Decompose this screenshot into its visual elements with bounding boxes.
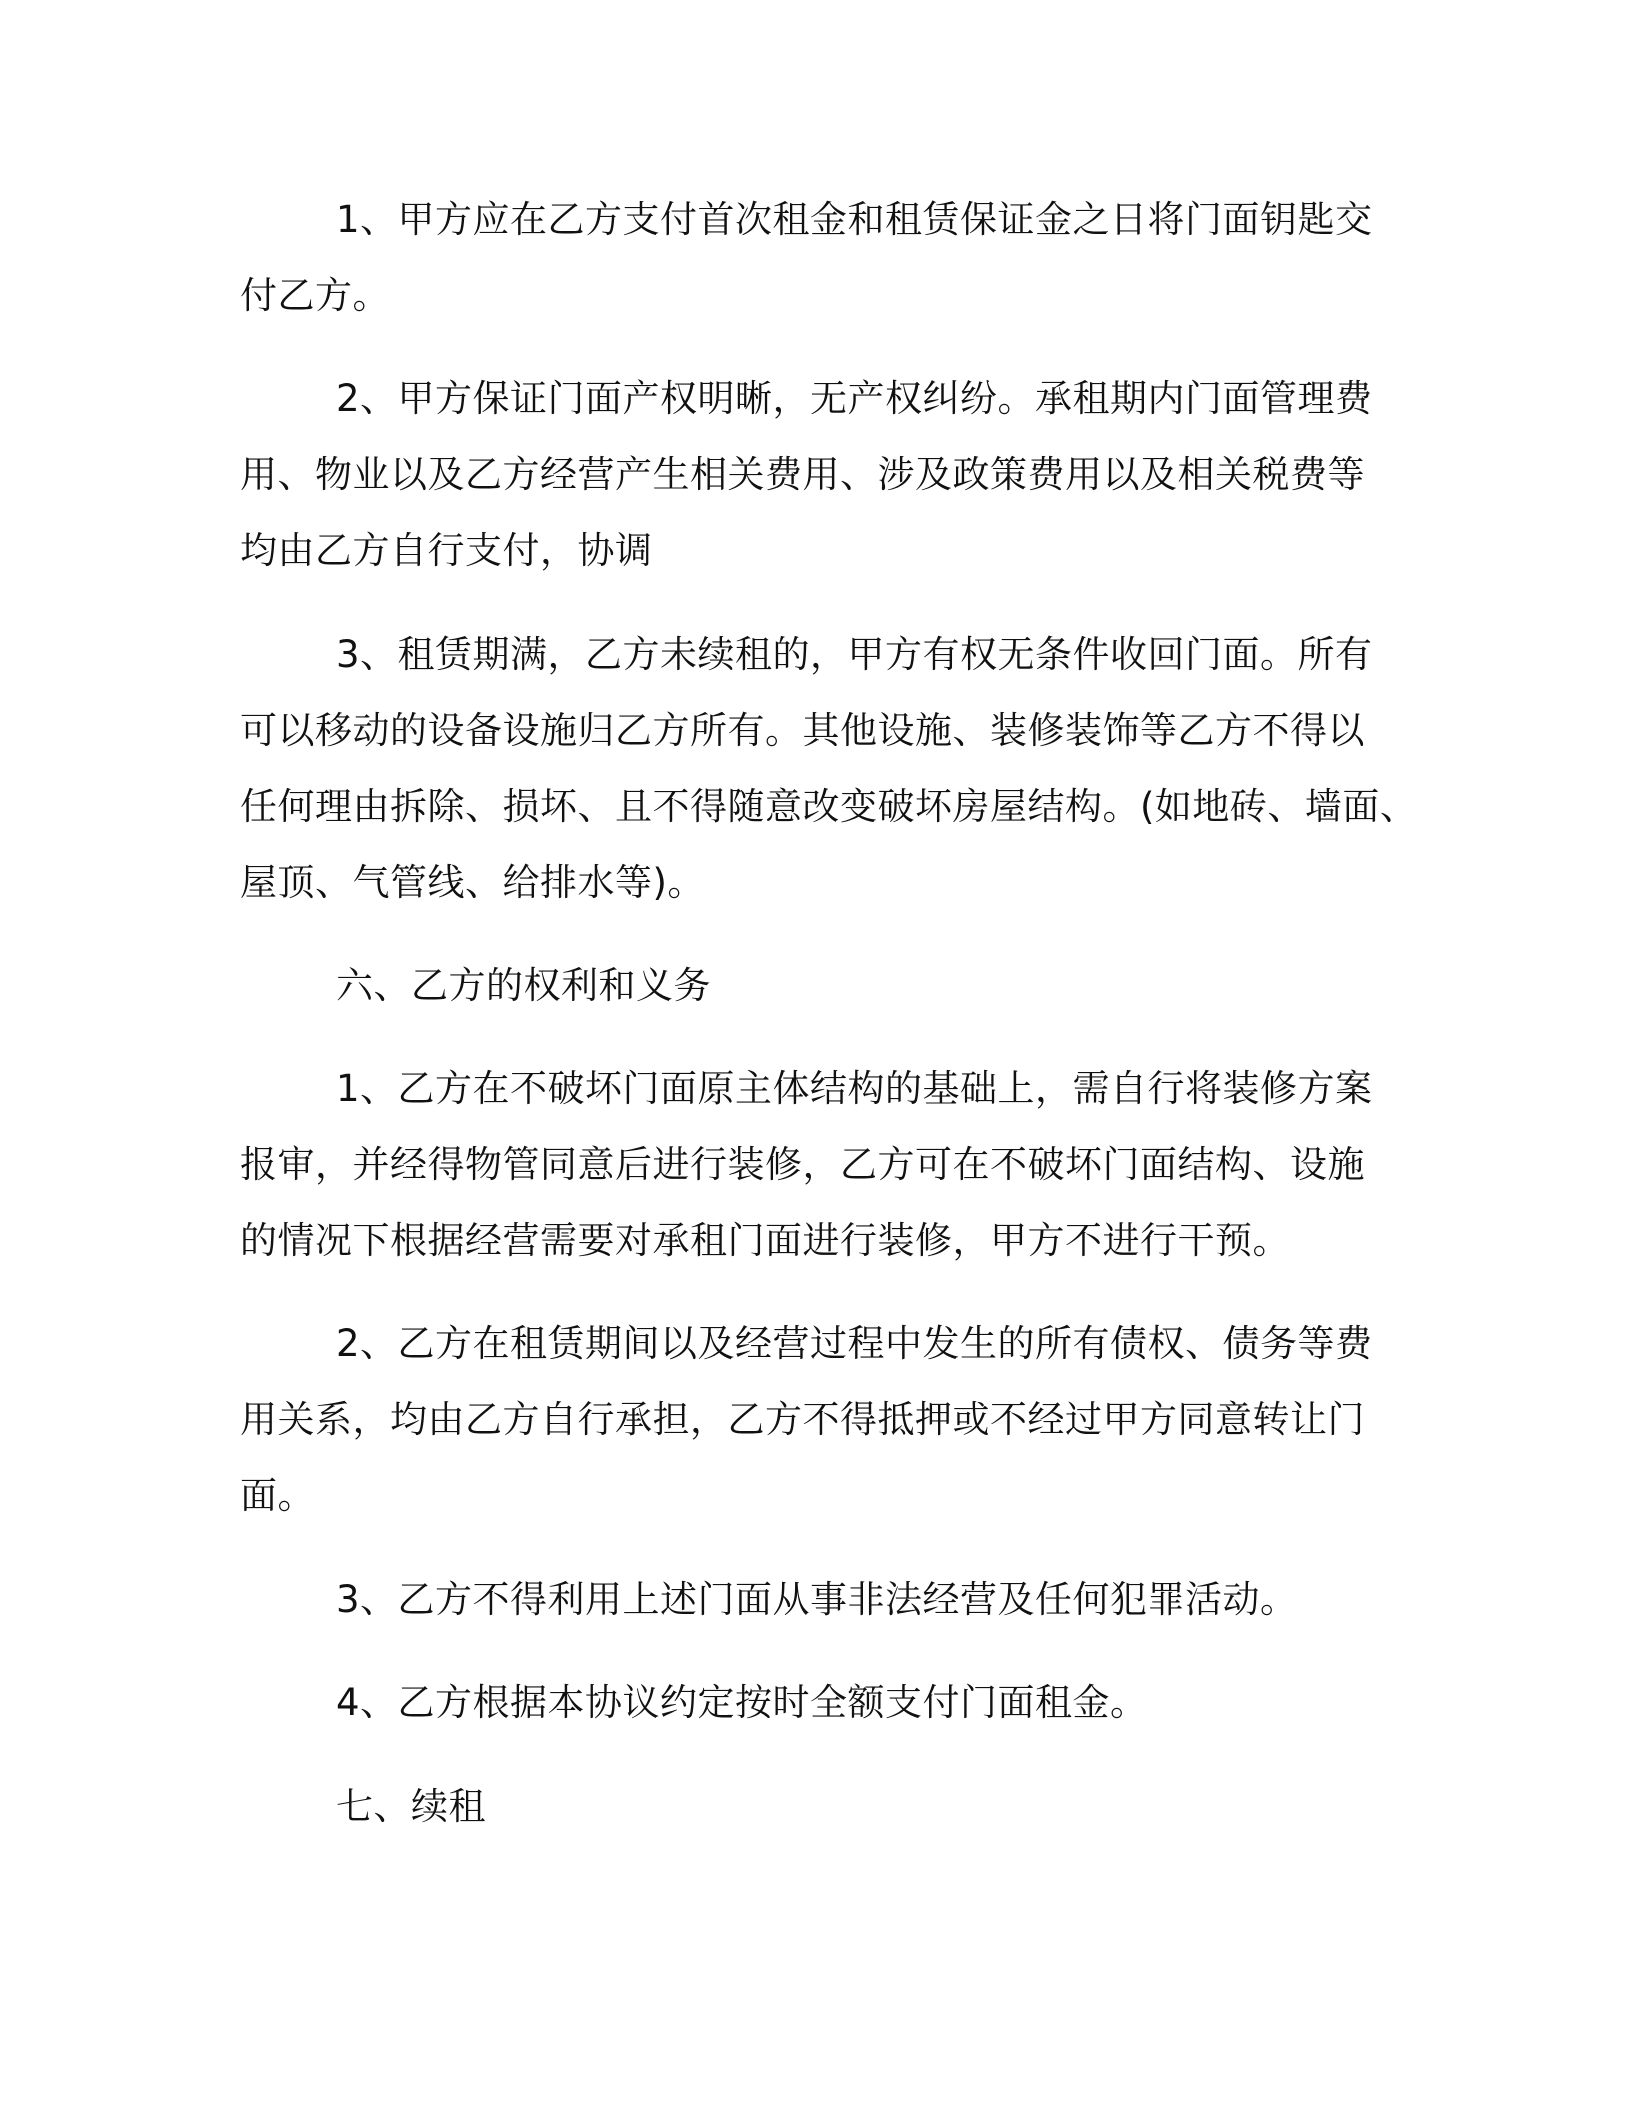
paragraph-3-line-4: 屋顶、气管线、给排水等)。 <box>240 861 705 904</box>
paragraph-2-line-2: 用、物业以及乙方经营产生相关费用、涉及政策费用以及相关税费等 <box>240 453 1365 496</box>
paragraph-3-line-2: 可以移动的设备设施归乙方所有。其他设施、装修装饰等乙方不得以 <box>240 709 1365 752</box>
paragraph-3-line-1: 3、租赁期满，乙方未续租的，甲方有权无条件收回门面。所有 <box>336 633 1373 676</box>
section-6-item-4: 4、乙方根据本协议约定按时全额支付门面租金。 <box>336 1681 1148 1724</box>
section-6-item-1-line-2: 报审，并经得物管同意后进行装修，乙方可在不破坏门面结构、设施 <box>240 1143 1365 1186</box>
section-6-item-2-line-3: 面。 <box>240 1474 315 1517</box>
paragraph-2-line-1: 2、甲方保证门面产权明晰，无产权纠纷。承租期内门面管理费 <box>336 377 1373 420</box>
section-6-item-2-line-1: 2、乙方在租赁期间以及经营过程中发生的所有债权、债务等费 <box>336 1322 1373 1365</box>
section-6-item-1-line-3: 的情况下根据经营需要对承租门面进行装修，甲方不进行干预。 <box>240 1219 1290 1262</box>
section-heading-7: 七、续租 <box>336 1785 486 1828</box>
section-heading-6: 六、乙方的权利和义务 <box>336 964 711 1007</box>
paragraph-2-line-3: 均由乙方自行支付，协调 <box>240 529 653 572</box>
paragraph-1-line-2: 付乙方。 <box>240 274 390 317</box>
section-6-item-3: 3、乙方不得利用上述门面从事非法经营及任何犯罪活动。 <box>336 1578 1298 1621</box>
paragraph-1-line-1: 1、甲方应在乙方支付首次租金和租赁保证金之日将门面钥匙交 <box>336 198 1373 241</box>
paragraph-3-line-3: 任何理由拆除、损坏、且不得随意改变破坏房屋结构。(如地砖、墙面、 <box>240 785 1418 828</box>
section-6-item-1-line-1: 1、乙方在不破坏门面原主体结构的基础上，需自行将装修方案 <box>336 1067 1373 1110</box>
section-6-item-2-line-2: 用关系，均由乙方自行承担，乙方不得抵押或不经过甲方同意转让门 <box>240 1398 1365 1441</box>
